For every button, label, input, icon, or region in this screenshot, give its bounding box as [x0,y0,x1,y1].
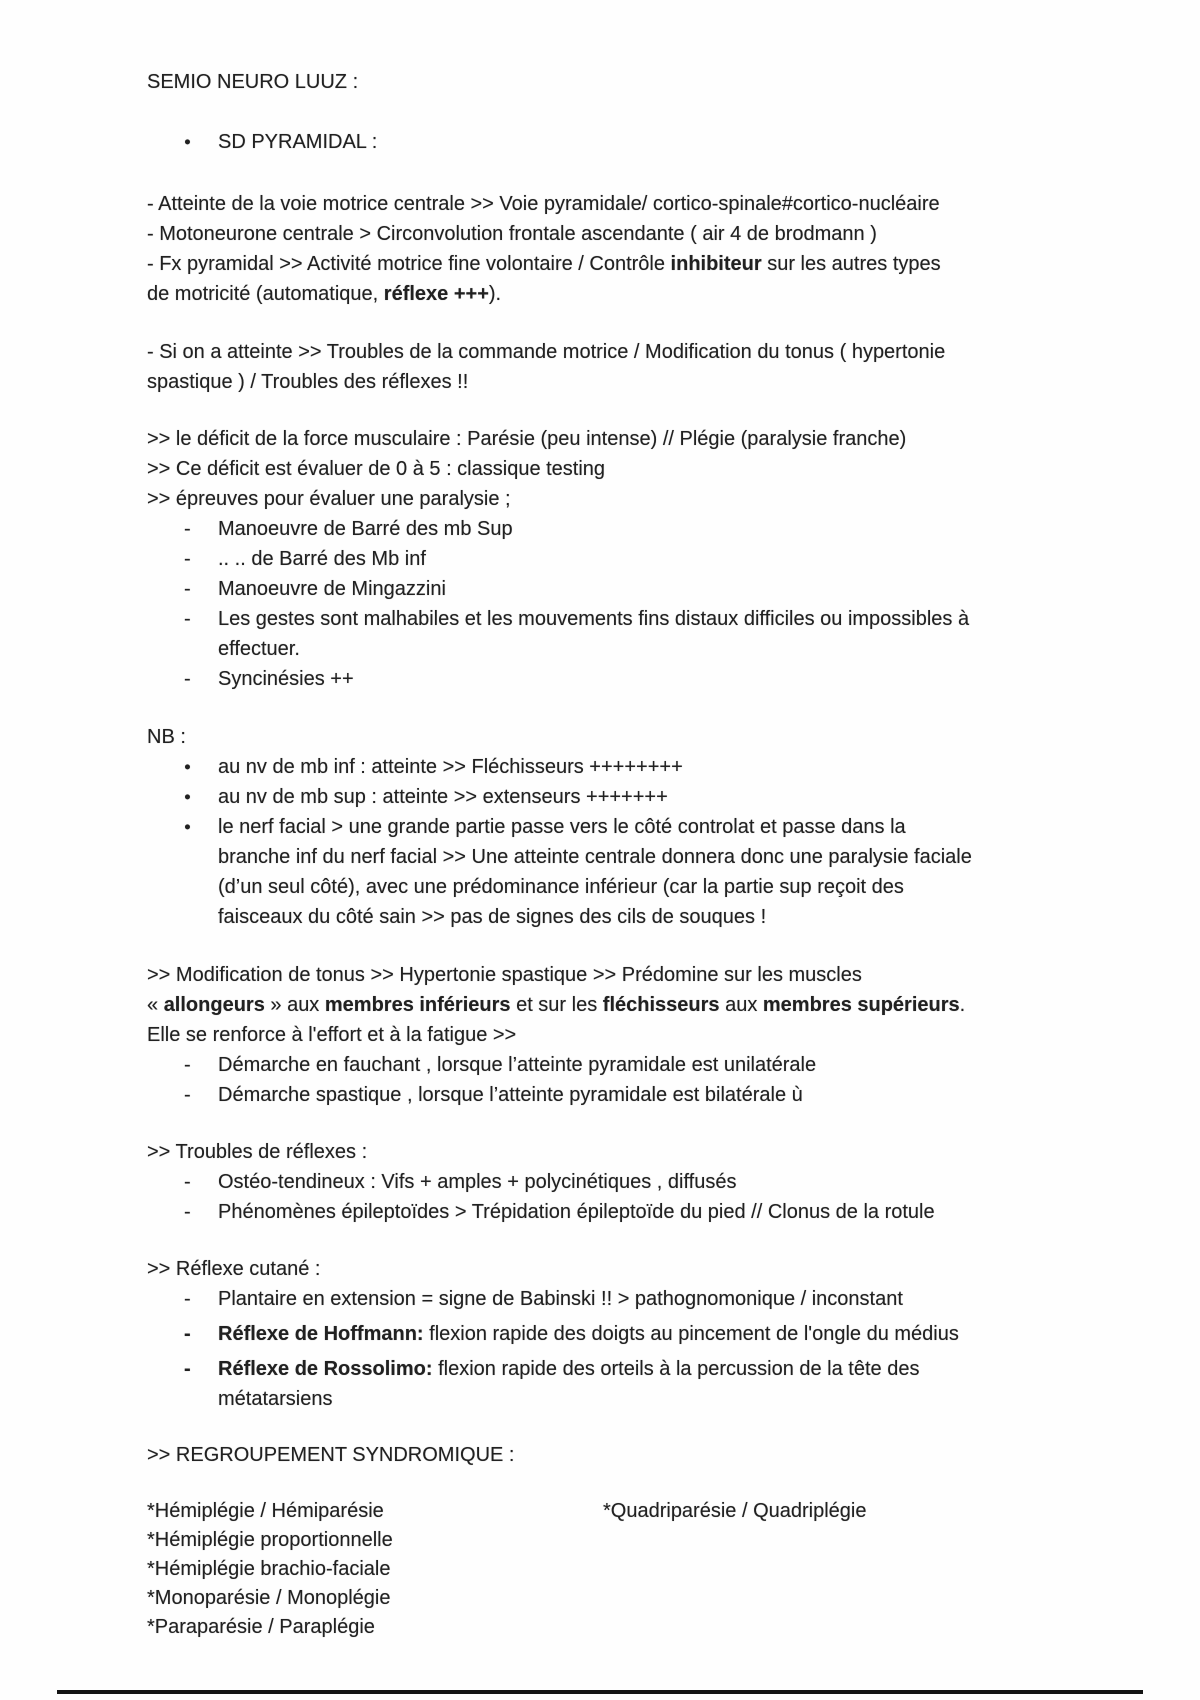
text-line [147,1137,1092,1167]
text-segment: Plantaire en extension = signe de Babinski !! > pathognomonique / inconstant [218,1288,903,1310]
bullet-marker: ● [184,761,191,773]
text-line [218,1050,1092,1080]
text-segment: (d’un seul côté), avec une prédominance inférieur (car la partie sup reçoit des [218,876,904,898]
list-item-bullet [147,127,1092,157]
dash-marker: - [184,548,191,570]
text-segment: Démarche en fauchant , lorsque l’atteinte pyramidale est unilatérale [218,1054,817,1076]
text-line [218,1384,1092,1414]
syndrome-columns [147,1497,1092,1642]
text-line [147,454,1092,484]
text-line [147,249,1092,279]
text-segment: sur les autres types [761,253,941,275]
text-line [603,1497,867,1526]
text-line [147,279,1092,309]
text-segment: >> Ce déficit est évaluer de 0 à 5 : classique testing [147,458,606,480]
text-line [147,990,1092,1020]
text-segment: >> Modification de tonus >> Hypertonie spastique >> Prédomine sur les muscles [147,964,862,986]
text-segment: « [147,994,164,1016]
dash-marker: - [184,578,191,600]
text-line [218,1197,1092,1227]
text-segment: de motricité (automatique, [147,283,384,305]
text-segment: NB : [147,726,186,748]
text-segment: *Hémiplégie brachio-faciale [147,1558,391,1580]
dash-marker: - [184,608,191,630]
list-item-dash [147,1284,1092,1314]
list-item-dash [147,604,1092,664]
text-line [147,1584,1092,1613]
text-line [218,1319,1092,1349]
paragraph [147,1137,1092,1167]
dash-marker: - [184,1084,191,1106]
spacer [147,932,1092,960]
spacer [147,1227,1092,1254]
dash-marker: - [184,1358,191,1380]
spacer [147,1414,1092,1440]
text-line [147,1555,1092,1584]
text-line [218,902,1092,932]
text-line [218,634,1092,664]
text-segment: *Paraparésie / Paraplégie [147,1616,375,1638]
paragraph [147,1254,1092,1284]
text-segment: - Si on a atteinte >> Troubles de la commande motrice / Modification du tonus ( hypertonie [147,341,946,363]
text-segment: allongeurs [163,994,265,1016]
text-segment: spastique ) / Troubles des réflexes !! [147,371,469,393]
paragraph [147,424,1092,514]
text-segment: SD PYRAMIDAL : [218,131,378,153]
text-line [147,484,1092,514]
text-segment: flexion rapide des orteils à la percussion de la tête des [432,1358,920,1380]
text-line [218,604,1092,634]
text-segment: effectuer. [218,638,300,660]
list-item-dash [147,1167,1092,1197]
text-segment: *Hémiplégie proportionnelle [147,1529,393,1551]
text-line [218,544,1092,574]
text-line [147,424,1092,454]
text-segment: Syncinésies ++ [218,668,354,690]
spacer [147,157,1092,189]
text-line [218,872,1092,902]
list-item-dash [147,544,1092,574]
text-segment: *Quadriparésie / Quadriplégie [603,1500,867,1522]
text-segment: >> le déficit de la force musculaire : Parésie (peu intense) // Plégie (paralysie franche) [147,428,907,450]
text-segment: membres inférieurs [324,994,511,1016]
text-line: SEMIO NEURO LUUZ : [147,71,359,93]
spacer [147,1110,1092,1137]
text-line [218,812,1092,842]
spacer [147,397,1092,424]
text-line [147,1440,1092,1470]
spacer [147,694,1092,722]
list-item-bullet [147,782,1092,812]
text-segment: *Monoparésie / Monoplégie [147,1587,391,1609]
text-segment: au nv de mb inf : atteinte >> Fléchisseurs ++++++++ [218,756,683,778]
bullet-marker: ● [184,821,191,833]
text-segment: - Atteinte de la voie motrice centrale >> Voie pyramidale/ cortico-spinale#cortico-nucléaire [147,193,940,215]
text-line [147,337,1092,367]
text-segment: .. .. de Barré des Mb inf [218,548,426,570]
text-line [218,514,1092,544]
text-segment: Réflexe de Hoffmann: [218,1323,424,1345]
text-segment: >> épreuves pour évaluer une paralysie ; [147,488,511,510]
text-segment: - Fx pyramidal >> Activité motrice fine volontaire / Contrôle [147,253,671,275]
text-line [218,574,1092,604]
list-item-dash [147,1319,1092,1349]
list-item-dash [147,514,1092,544]
text-line [218,752,1092,782]
text-segment: >> Troubles de réflexes : [147,1141,368,1163]
dash-marker: - [184,1201,191,1223]
dash-marker: - [184,668,191,690]
paragraph [147,337,1092,397]
document-body [147,67,1092,1642]
text-line [218,1354,1092,1384]
list-item-dash [147,1197,1092,1227]
dash-marker: - [184,1171,191,1193]
text-segment: et sur les [510,994,603,1016]
syndrome-column-right [603,1497,867,1526]
text-segment: Réflexe de Rossolimo: [218,1358,433,1380]
text-line [147,1020,1092,1050]
text-segment: inhibiteur [670,253,762,275]
text-line [218,1284,1092,1314]
text-segment: fléchisseurs [602,994,720,1016]
text-segment: réflexe +++ [383,283,489,305]
text-segment: . [959,994,966,1016]
text-line [147,722,1092,752]
spacer [147,97,1092,127]
text-segment: >> REGROUPEMENT SYNDROMIQUE : [147,1444,515,1466]
text-line [218,842,1092,872]
paragraph [147,960,1092,1050]
page-title [147,67,1092,97]
text-segment: Les gestes sont malhabiles et les mouvements fins distaux difficiles ou impossibles à [218,608,970,630]
text-segment: Manoeuvre de Mingazzini [218,578,446,600]
dash-marker: - [184,1323,191,1345]
bullet-marker: ● [184,136,191,148]
text-segment: >> Réflexe cutané : [147,1258,321,1280]
text-segment: métatarsiens [218,1388,333,1410]
text-segment: membres supérieurs [762,994,960,1016]
text-segment: faisceaux du côté sain >> pas de signes des cils de souques ! [218,906,767,928]
bottom-rule [57,1690,1143,1694]
list-item-dash [147,1080,1092,1110]
text-line [218,1167,1092,1197]
text-segment: Ostéo-tendineux : Vifs + amples + polycinétiques , diffusés [218,1171,737,1193]
list-item-dash [147,664,1092,694]
text-line [147,1613,1092,1642]
text-line [218,1080,1092,1110]
text-line [218,127,1092,157]
list-item-bullet [147,812,1092,932]
text-segment: ). [488,283,502,305]
bullet-marker: ● [184,791,191,803]
text-line [218,664,1092,694]
dash-marker: - [184,518,191,540]
text-line [147,367,1092,397]
text-segment: Elle se renforce à l'effort et à la fatigue >> [147,1024,517,1046]
text-line [147,189,1092,219]
spacer [147,309,1092,337]
paragraph [147,1440,1092,1470]
text-segment: branche inf du nerf facial >> Une atteinte centrale donnera donc une paralysie faciale [218,846,972,868]
text-line [147,1254,1092,1284]
spacer [147,1470,1092,1497]
text-line [147,219,1092,249]
list-item-dash [147,574,1092,604]
text-line [218,782,1092,812]
text-line [147,1526,1092,1555]
text-segment: » aux [264,994,325,1016]
text-segment: aux [719,994,763,1016]
list-item-bullet [147,752,1092,782]
list-item-dash [147,1354,1092,1414]
text-segment: *Hémiplégie / Hémiparésie [147,1500,384,1522]
dash-marker: - [184,1288,191,1310]
text-segment: flexion rapide des doigts au pincement de l'ongle du médius [423,1323,959,1345]
text-segment: le nerf facial > une grande partie passe vers le côté controlat et passe dans la [218,816,906,838]
text-segment: Manoeuvre de Barré des mb Sup [218,518,513,540]
list-item-dash [147,1050,1092,1080]
text-segment: au nv de mb sup : atteinte >> extenseurs +++++++ [218,786,668,808]
dash-marker: - [184,1054,191,1076]
paragraph [147,189,1092,309]
paragraph [147,722,1092,752]
text-line [147,960,1092,990]
text-segment: Phénomènes épileptoïdes > Trépidation épileptoïde du pied // Clonus de la rotule [218,1201,935,1223]
text-segment: - Motoneurone centrale > Circonvolution frontale ascendante ( air 4 de brodmann ) [147,223,877,245]
text-segment: Démarche spastique , lorsque l’atteinte pyramidale est bilatérale ù [218,1084,803,1106]
